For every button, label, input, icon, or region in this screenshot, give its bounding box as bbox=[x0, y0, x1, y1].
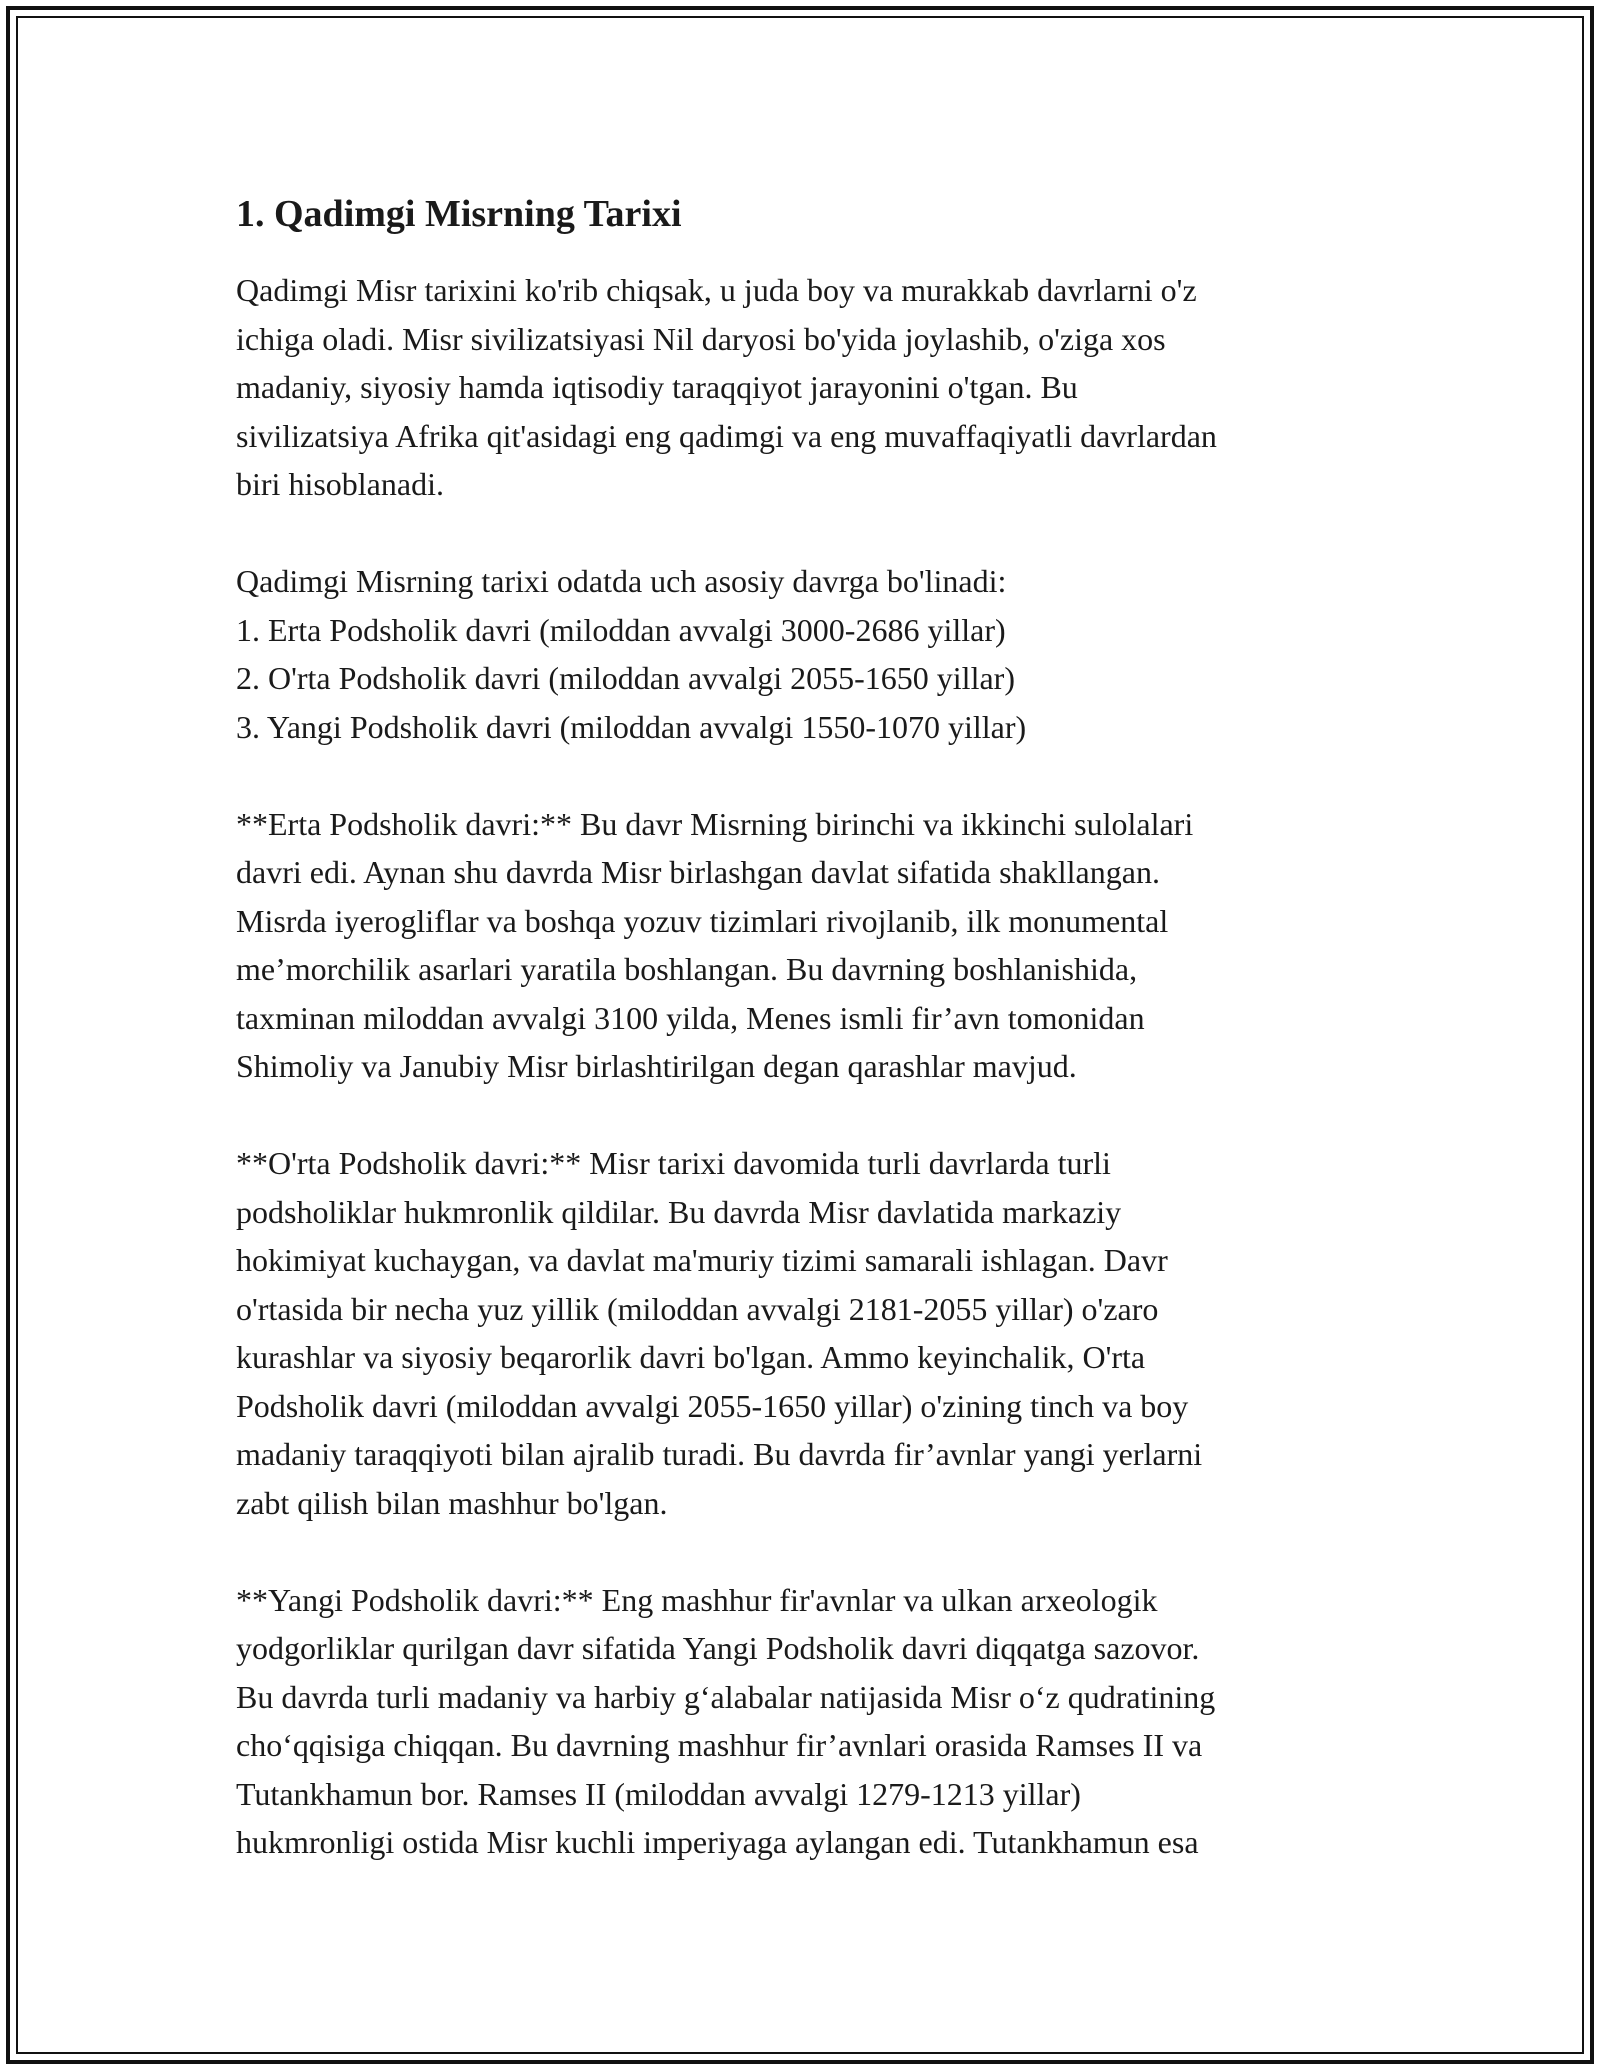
intro-line: Qadimgi Misr tarixini ko'rib chiqsak, u juda boy va murakkab davrlarni o'z bbox=[236, 272, 1197, 308]
intro-line: sivilizatsiya Afrika qit'asidagi eng qadimgi va eng muvaffaqiyatli davrlardan bbox=[236, 417, 1217, 454]
period-item: 2. O'rta Podsholik davri (miloddan avvalgi 2055-1650 yillar) bbox=[236, 660, 1015, 696]
early-line: me’morchilik asarlari yaratila boshlangan. Bu davrning boshlanishida, bbox=[236, 951, 1138, 987]
early-line: davri edi. Aynan shu davrda Misr birlashgan davlat sifatida shakllangan. bbox=[236, 854, 1160, 890]
middle-line: podsholiklar hukmronlik qildilar. Bu davrda Misr davlatida markaziy bbox=[236, 1193, 1122, 1230]
paragraph-gap bbox=[236, 1091, 1376, 1140]
document-body bbox=[236, 188, 1376, 1867]
paragraph-gap bbox=[236, 509, 1376, 558]
early-kingdom-paragraph bbox=[236, 800, 1376, 1091]
new-line: Bu davrda turli madaniy va harbiy g‘alabalar natijasida Misr o‘z qudratining bbox=[236, 1678, 1216, 1715]
periods-intro: Qadimgi Misrning tarixi odatda uch asosiy davrga bo'linadi: bbox=[236, 563, 1007, 599]
intro-line: biri hisoblanadi. bbox=[236, 466, 444, 502]
middle-line: o'rtasida bir necha yuz yillik (miloddan avvalgi 2181-2055 yillar) o'zaro bbox=[236, 1290, 1159, 1327]
early-line: Misrda iyerogliflar va boshqa yozuv tizimlari rivojlanib, ilk monumental bbox=[236, 902, 1169, 939]
period-item: 3. Yangi Podsholik davri (miloddan avvalgi 1550-1070 yillar) bbox=[236, 708, 1027, 745]
period-item: 1. Erta Podsholik davri (miloddan avvalgi 3000-2686 yillar) bbox=[236, 611, 1006, 648]
middle-line: hokimiyat kuchaygan, va davlat ma'muriy tizimi samarali ishlagan. Davr bbox=[236, 1242, 1168, 1278]
new-kingdom-paragraph bbox=[236, 1576, 1376, 1867]
middle-line: zabt qilish bilan mashhur bo'lgan. bbox=[236, 1484, 668, 1521]
early-line: Shimoliy va Janubiy Misr birlashtirilgan degan qarashlar mavjud. bbox=[236, 1048, 1077, 1084]
early-line: taxminan miloddan avvalgi 3100 yilda, Menes ismli fir’avn tomonidan bbox=[236, 999, 1145, 1036]
new-line: cho‘qqisiga chiqqan. Bu davrning mashhur fir’avnlari orasida Ramses II va bbox=[236, 1727, 1203, 1763]
intro-paragraph bbox=[236, 266, 1376, 509]
middle-line: kurashlar va siyosiy beqarorlik davri bo'lgan. Ammo keyinchalik, O'rta bbox=[236, 1339, 1146, 1375]
paragraph-gap bbox=[236, 751, 1376, 800]
early-line: **Erta Podsholik davri:** Bu davr Misrning birinchi va ikkinchi sulolalari bbox=[236, 805, 1194, 842]
middle-kingdom-paragraph bbox=[236, 1139, 1376, 1527]
periods-paragraph bbox=[236, 557, 1376, 751]
new-line: Tutankhamun bor. Ramses II (miloddan avvalgi 1279-1213 yillar) bbox=[236, 1775, 1081, 1812]
paragraph-gap bbox=[236, 1527, 1376, 1576]
middle-line: Podsholik davri (miloddan avvalgi 2055-1650 yillar) o'zining tinch va boy bbox=[236, 1387, 1189, 1424]
middle-line: madaniy taraqqiyoti bilan ajralib turadi. Bu davrda fir’avnlar yangi yerlarni bbox=[236, 1436, 1203, 1472]
new-line: yodgorliklar qurilgan davr sifatida Yangi Podsholik davri diqqatga sazovor. bbox=[236, 1630, 1200, 1666]
new-line: hukmronligi ostida Misr kuchli imperiyaga aylangan edi. Tutankhamun esa bbox=[236, 1824, 1199, 1860]
intro-line: madaniy, siyosiy hamda iqtisodiy taraqqiyot jarayonini o'tgan. Bu bbox=[236, 369, 1078, 405]
new-line: **Yangi Podsholik davri:** Eng mashhur fir'avnlar va ulkan arxeologik bbox=[236, 1581, 1158, 1618]
middle-line: **O'rta Podsholik davri:** Misr tarixi davomida turli davrlarda turli bbox=[236, 1145, 1111, 1181]
intro-line: ichiga oladi. Misr sivilizatsiyasi Nil daryosi bo'yida joylashib, o'ziga xos bbox=[236, 320, 1166, 357]
document-title: 1. Qadimgi Misrning Tarixi bbox=[236, 193, 682, 235]
